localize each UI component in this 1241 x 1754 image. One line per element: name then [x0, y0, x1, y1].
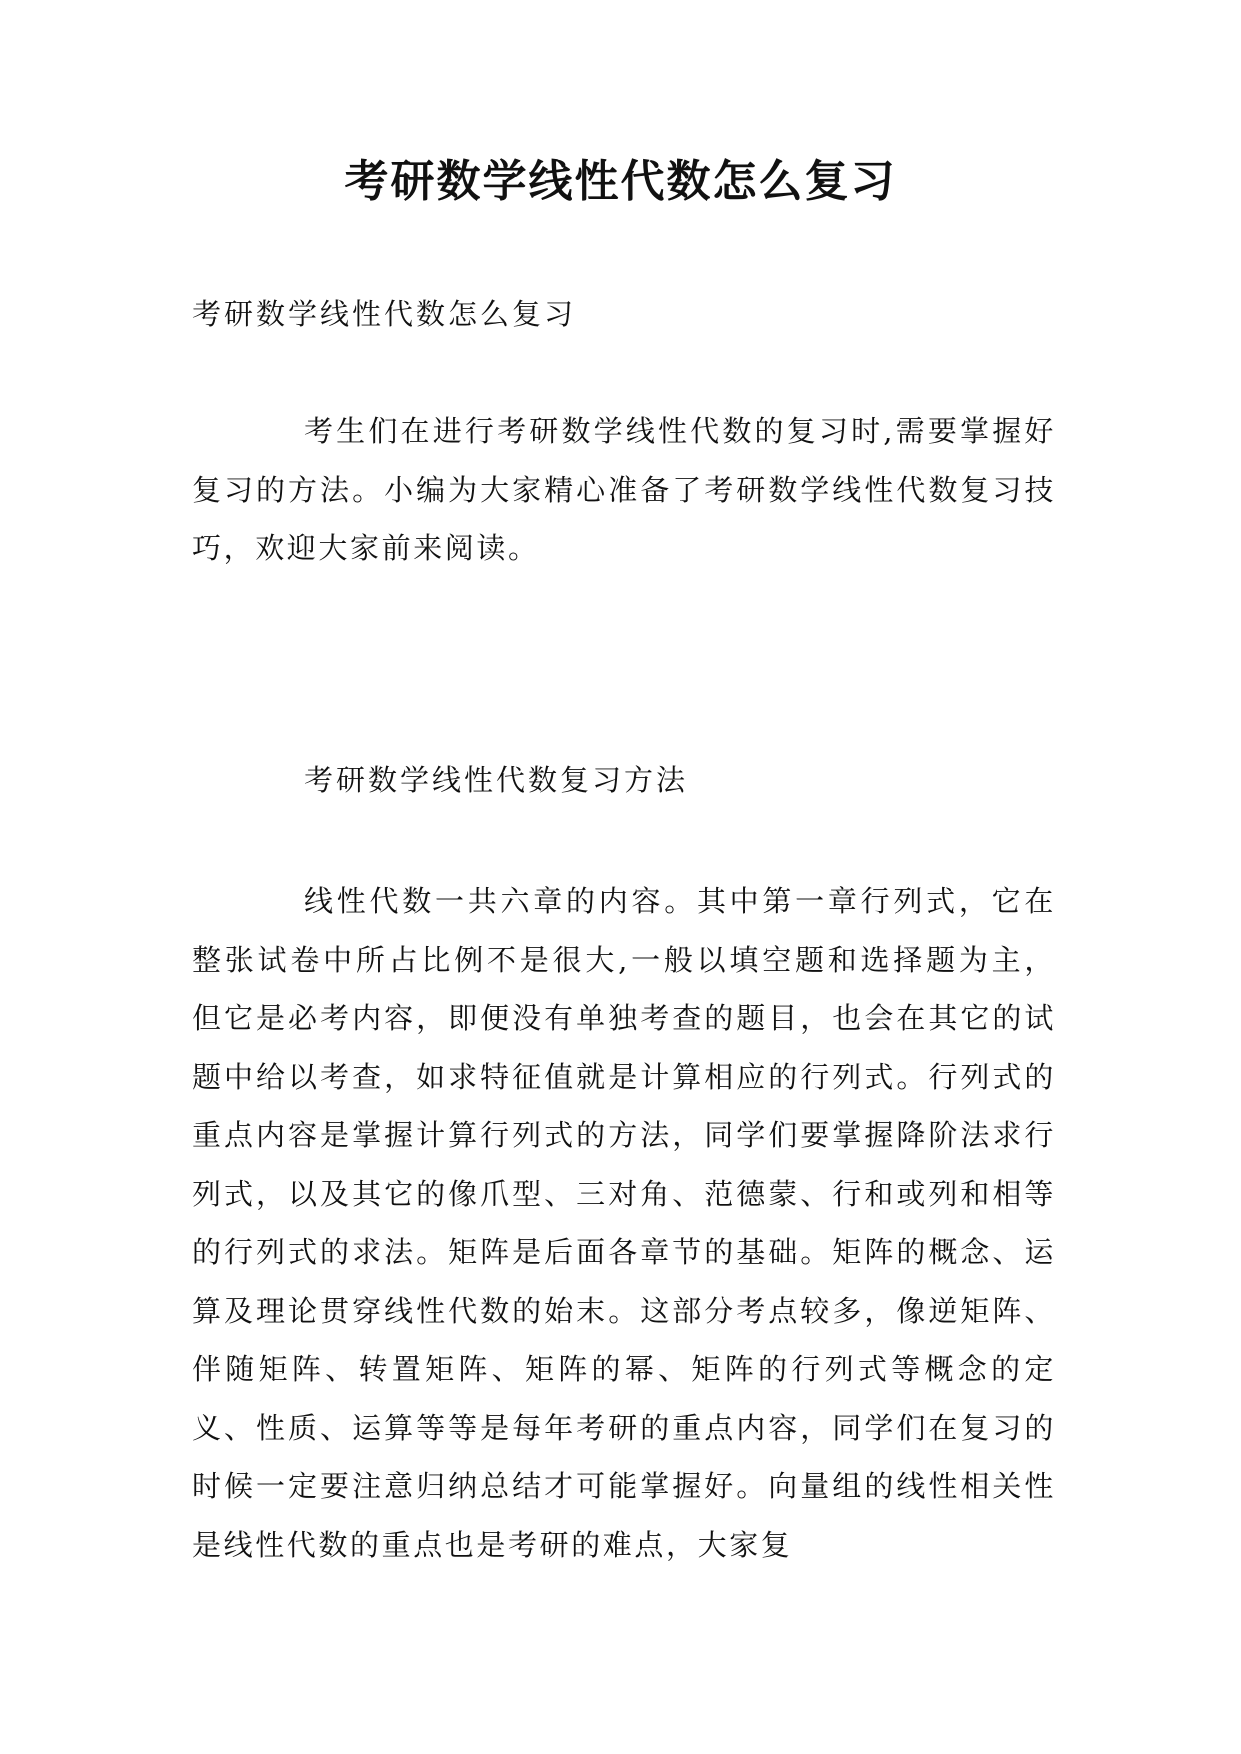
document-subtitle: 考研数学线性代数怎么复习: [192, 297, 577, 331]
intro-paragraph: 考生们在进行考研数学线性代数的复习时,需要掌握好复习的方法。小编为大家精心准备了考研数学线性代数复习技巧，欢迎大家前来阅读。: [192, 414, 1056, 565]
body-paragraph: 线性代数一共六章的内容。其中第一章行列式，它在整张试卷中所占比例不是很大,一般以填空题和选择题为主，但它是必考内容，即便没有单独考查的题目，也会在其它的试题中给以考查，如求特征值就是计算相应的行列式。行列式的重点内容是掌握计算行列式的方法，同学们要掌握降阶法求行列式，以及其它的像爪型、三对角、范德蒙、行和或列和相等的行列式的求法。矩阵是后面各章节的基础。矩阵的概念、运算及理论贯穿线性代数的始末。这部分考点较多，像逆矩阵、伴随矩阵、转置矩阵、矩阵的幂、矩阵的行列式等概念的定义、性质、运算等等是每年考研的重点内容，同学们在复习的时候一定要注意归纳总结才可能掌握好。向量组的线性相关性是线性代数的重点也是考研的难点，大家复: [192, 884, 1056, 1562]
document-title: 考研数学线性代数怎么复习: [344, 156, 897, 207]
section-heading: 考研数学线性代数复习方法: [304, 763, 689, 797]
